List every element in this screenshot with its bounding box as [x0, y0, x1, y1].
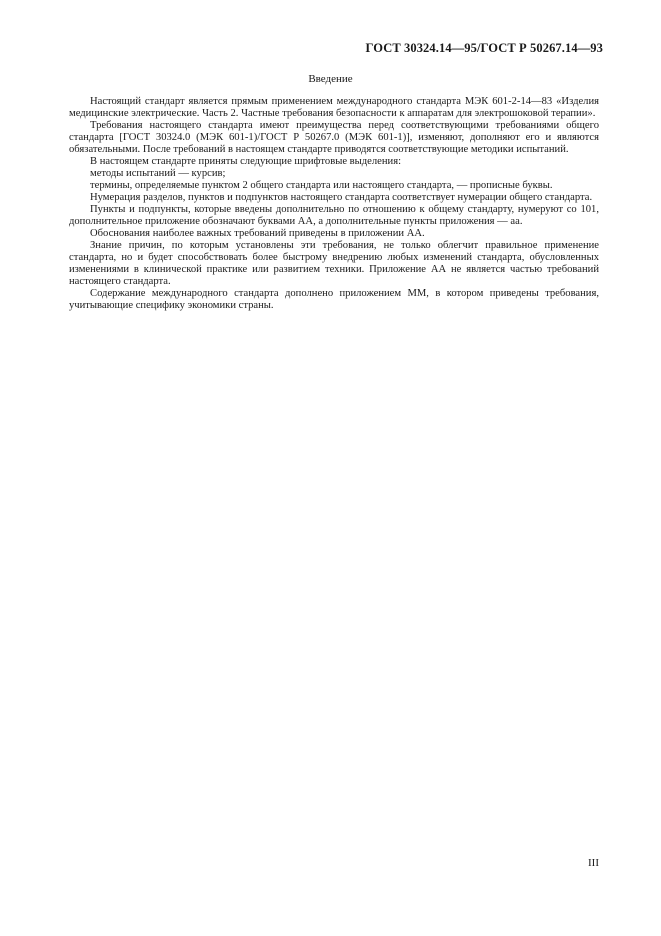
body-text	[69, 96, 599, 312]
paragraph: Обоснования наиболее важных требований приведены в приложении АА.	[90, 228, 425, 239]
paragraph: Содержание международного стандарта дополнено приложением ММ, в котором приведены требования, учитывающие специфику экономики страны.	[69, 288, 599, 311]
paragraph: Пункты и подпункты, которые введены дополнительно по отношению к общему стандарту, нумеруют со 101, дополнительное приложение обозначают буквами АА, а дополнительные пункты приложения — аа.	[69, 204, 599, 227]
running-header: ГОСТ 30324.14—95/ГОСТ Р 50267.14—93	[365, 41, 603, 55]
paragraph: термины, определяемые пунктом 2 общего стандарта или настоящего стандарта, — прописные буквы.	[90, 180, 553, 191]
section-title: Введение	[308, 73, 353, 85]
paragraph: Требования настоящего стандарта имеют преимущества перед соответствующими требованиями общего стандарта [ГОСТ 30324.0 (МЭК 601-1)/ГОСТ Р 50267.0 (МЭК 601-1)], изменяют, дополняют его и являются обязательными. После требований в настоящем стандарте приводятся соответствующие методики испытаний.	[69, 120, 599, 155]
paragraph: Нумерация разделов, пунктов и подпунктов настоящего стандарта соответствует нумерации общего стандарта.	[90, 192, 593, 203]
page-number: III	[588, 857, 599, 869]
paragraph: Настоящий стандарт является прямым применением международного стандарта МЭК 601-2-14—83 «Изделия медицинские электрические. Часть 2. Частные требования безопасности к аппаратам для электрошоковой терапии».	[69, 96, 599, 119]
paragraph: В настоящем стандарте приняты следующие шрифтовые выделения:	[90, 156, 402, 167]
paragraph: методы испытаний — курсив;	[90, 168, 226, 179]
paragraph: Знание причин, по которым установлены эти требования, не только облегчит правильное применение стандарта, но и будет способствовать более быстрому внедрению любых изменений стандарта, обусловленных изменениями в клинической практике или развитием техники. Приложение АА не является частью требований настоящего стандарта.	[69, 240, 599, 287]
